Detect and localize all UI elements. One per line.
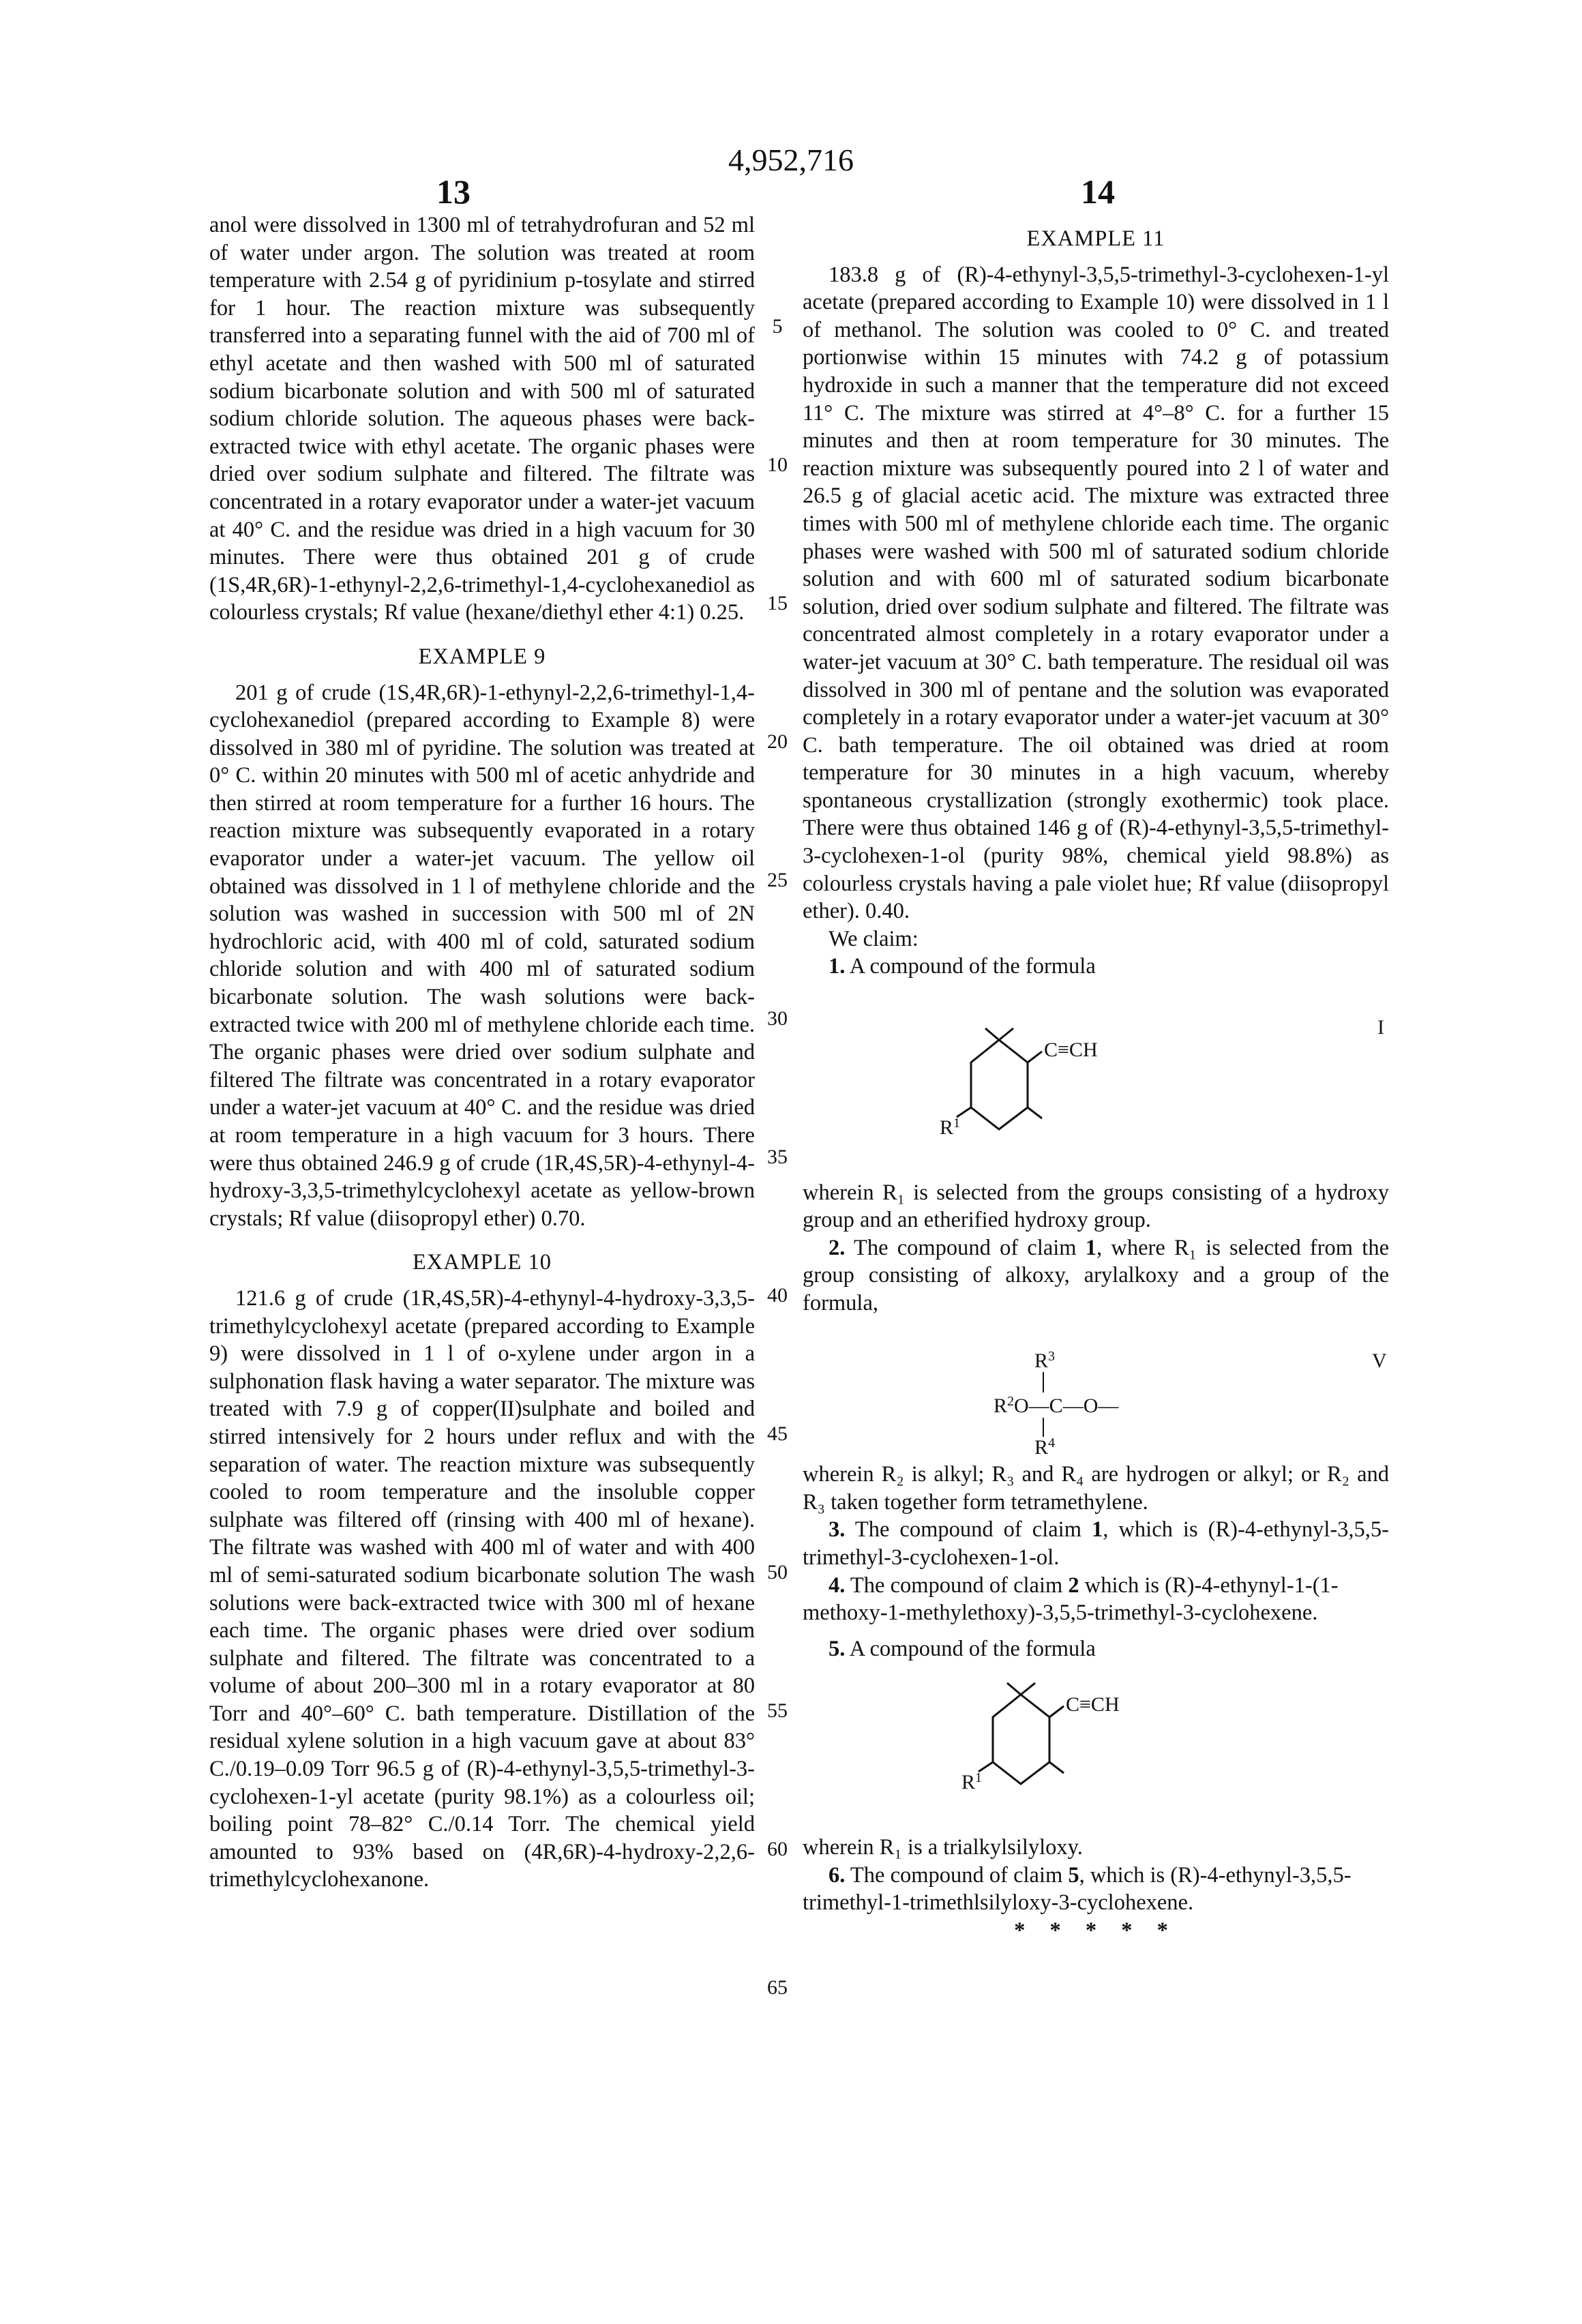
line-number: 60 (762, 1838, 792, 1861)
formula-I-structure (803, 981, 1389, 1172)
paragraph-example-8-end: anol were dissolved in 1300 ml of tetrahydrofuran and 52 ml of water under argon. The solution was treated at room temperature with 2.54 g of pyridinium p-tosylate and stirred for 1 hour. The reaction mixture was subsequently transferred into a separating funnel with the aid of 700 ml of ethyl acetate and then washed with 500 ml of saturated sodium bicarbonate solution and with 500 ml of saturated sodium chloride solution. The aqueous phases were back-extracted twice with ethyl acetate. The organic phases were dried over sodium sulphate and filtered. The filtrate was concentrated in a rotary evaporator under a water-jet vacuum at 40° C. and the residue was dried in a high vacuum for 30 minutes. There were thus obtained 201 g of crude (1S,4R,6R)-1-ethynyl-2,2,6-trimethyl-1,4-cyclohexanediol as colourless crystals; Rf value (hexane/diethyl ether 4:1) 0.25. (209, 211, 755, 627)
line-number: 20 (762, 730, 792, 754)
r2-label: R2O—C—O— (994, 1394, 1119, 1417)
patent-number: 4,952,716 (0, 142, 1582, 178)
line-number: 15 (762, 592, 792, 615)
formula-label-I: I (1377, 1016, 1384, 1039)
ethynyl-bond (1028, 1052, 1042, 1062)
claim-2 (803, 1234, 1389, 1317)
line-number: 40 (762, 1284, 792, 1307)
claim-text: The compound of claim (845, 1573, 1068, 1598)
claim-number: 6. (829, 1863, 845, 1888)
claim-text: , which is (R)-4-ethynyl-3,5,5-trimethyl-1-trimethlsilyloxy-3-cyclohexene. (803, 1863, 1352, 1916)
claim-text: A compound of the formula (845, 1637, 1095, 1661)
formula-V-structure (803, 1317, 1389, 1454)
claim-2-wherein: wherein R₂ is alkyl; R₃ and R₄ are hydrogen or alkyl; or R₂ and R₃ taken together form tetramethylene. (803, 1461, 1389, 1516)
claim-reference: 5 (1068, 1863, 1079, 1888)
claim-number: 4. (829, 1573, 845, 1598)
methyl-bond (1007, 1683, 1021, 1695)
we-claim: We claim: (803, 925, 1389, 953)
claim-reference: 1 (1086, 1236, 1096, 1260)
line-number: 65 (762, 1976, 792, 1999)
paragraph-example-10: 121.6 g of crude (1R,4S,5R)-4-ethynyl-4-hydroxy-3,3,5-trimethylcyclohexyl acetate (prepared according to Example 9) were dissolved in 1 l of o-xylene under argon in a sulphonation flask having a water separator. The mixture was treated with 7.9 g of copper(II)sulphate and boiled and stirred intensively for 2 hours under reflux and with the separation of water. The reaction mixture was subsequently cooled to room temperature and the insoluble copper sulphate was filtered off (rinsing with 400 ml of hexane). The filtrate was washed with 400 ml of water and with 400 ml of semi-saturated sodium bicarbonate solution The wash solutions were back-extracted twice with 300 ml of hexane each time. The organic phases were dried over sodium sulphate and filtered. The filtrate was concentrated to a volume of about 200–300 ml in a rotary evaporator at 80 Torr and 40°–60° C. bath temperature. Distillation of the residual xylene solution in a high vacuum gave at about 83° C./0.19–0.09 Torr 96.5 g of (R)-4-ethynyl-3,5,5-trimethyl-3-cyclohexen-1-yl acetate (purity 98.1%) as a colourless oil; boiling point 78–82° C./0.14 Torr. The chemical yield amounted to 93% based on (4R,6R)-4-hydroxy-2,2,6-trimethylcyclohexanone. (209, 1285, 755, 1894)
methyl-bond (1028, 1107, 1042, 1118)
claim-1 (803, 953, 1389, 981)
paragraph-example-11: 183.8 g of (R)-4-ethynyl-3,5,5-trimethyl-3-cyclohexen-1-yl acetate (prepared according to Example 10) were dissolved in 1 l of methanol. The solution was cooled to 0° C. and treated portionwise within 15 minutes with 74.2 g of potassium hydroxide in such a manner that the temperature did not exceed 11° C. The mixture was stirred at 4°–8° C. for a further 15 minutes and then at room temperature for 30 minutes. The reaction mixture was subsequently poured into 2 l of water and 26.5 g of glacial acetic acid. The mixture was extracted three times with 500 ml of methylene chloride each time. The organic phases were washed with 500 ml of saturated sodium chloride solution and with 600 ml of saturated sodium bicarbonate solution, dried over sodium sulphate and filtered. The filtrate was concentrated almost completely in a rotary evaporator under a water-jet vacuum at 30° C. bath temperature. The residual oil was dissolved in 300 ml of pentane and the solution was evaporated completely in a rotary evaporator under a water-jet vacuum at 30° C. bath temperature. The oil obtained was dried at room temperature for 30 minutes in a high vacuum, whereby spontaneous crystallization (strongly exothermic) took place. There were thus obtained 146 g of (R)-4-ethynyl-3,5,5-trimethyl-3-cyclohexen-1-ol (purity 98%, chemical yield 98.8%) as colourless crystals having a pale violet hue; Rf value (diisopropyl ether). 0.40. (803, 261, 1389, 925)
claim-reference: 1 (1092, 1517, 1103, 1542)
heading-example-10: EXAMPLE 10 (209, 1249, 755, 1277)
right-page-number: 14 (1081, 172, 1115, 211)
claim-text: which is (R)-4-ethynyl-1-(1-methoxy-1-methylethoxy)-3,5,5-trimethyl-3-cyclohexene. (803, 1573, 1339, 1626)
claim-1-wherein: wherein R₁ is selected from the groups consisting of a hydroxy group and an etherified hydroxy group. (803, 1179, 1389, 1234)
heading-example-11: EXAMPLE 11 (803, 225, 1389, 253)
claim-3 (803, 1516, 1389, 1571)
claim-5 (803, 1635, 1389, 1663)
claim-text: The compound of claim (845, 1236, 1085, 1260)
left-column (209, 211, 755, 1894)
line-number: 10 (762, 453, 792, 477)
claim-number: 1. (829, 954, 845, 979)
end-marker: * * * * * (803, 1917, 1389, 1945)
methyl-bond (985, 1028, 999, 1040)
line-number: 5 (762, 315, 792, 338)
claim-number: 2. (829, 1236, 845, 1260)
claim-text: , which is (R)-4-ethynyl-3,5,5-trimethyl-3-cyclohexen-1-ol. (803, 1517, 1389, 1570)
formula-label-V: V (1372, 1350, 1387, 1372)
right-column (803, 225, 1389, 1944)
claim-4 (803, 1572, 1389, 1627)
formula-claim-5-structure (803, 1663, 1389, 1826)
cyclohexane-ring (971, 1040, 1028, 1129)
claim-text: The compound of claim (845, 1517, 1092, 1542)
line-number: 25 (762, 869, 792, 892)
claim-text: The compound of claim (845, 1863, 1068, 1888)
ethyne-label: C≡CH (1044, 1039, 1098, 1061)
claim-6 (803, 1862, 1389, 1917)
line-number: 35 (762, 1146, 792, 1169)
claim-5-wherein: wherein R₁ is a trialkylsilyloxy. (803, 1834, 1389, 1862)
claim-reference: 2 (1068, 1573, 1079, 1598)
methyl-bond (999, 1028, 1013, 1040)
r1-label: R1 (940, 1116, 960, 1139)
line-number: 55 (762, 1699, 792, 1723)
methyl-bond (1049, 1762, 1064, 1773)
claim-text: A compound of the formula (845, 954, 1095, 979)
line-number: 30 (762, 1007, 792, 1030)
ethynyl-bond (1049, 1706, 1064, 1717)
cyclohexane-ring (993, 1695, 1049, 1784)
line-number: 50 (762, 1561, 792, 1584)
claim-number: 3. (829, 1517, 845, 1542)
ethyne-label: C≡CH (1066, 1693, 1120, 1716)
paragraph-example-9: 201 g of crude (1S,4R,6R)-1-ethynyl-2,2,6-trimethyl-1,4-cyclohexanediol (prepared according to Example 8) were dissolved in 380 ml of pyridine. The solution was treated at 0° C. within 20 minutes with 500 ml of acetic anhydride and then stirred at room temperature for a further 16 hours. The reaction mixture was subsequently evaporated in a rotary evaporator under a water-jet vacuum. The yellow oil obtained was dissolved in 1 l of methylene chloride and the solution was washed in succession with 500 ml of 2N hydrochloric acid, with 400 ml of cold, saturated sodium chloride solution and with 400 ml of saturated sodium bicarbonate solution. The wash solutions were back-extracted twice with 200 ml of methylene chloride each time. The organic phases were dried over sodium sulphate and filtered The filtrate was concentrated in a rotary evaporator under a water-jet vacuum at 40° C. and the residue was dried at room temperature in a high vacuum for 3 hours. There were thus obtained 246.9 g of crude (1R,4S,5R)-4-ethynyl-4-hydroxy-3,3,5-trimethylcyclohexyl acetate as yellow-brown crystals; Rf value (diisopropyl ether) 0.70. (209, 679, 755, 1233)
r4-label: R4 (1034, 1435, 1055, 1454)
heading-example-9: EXAMPLE 9 (209, 643, 755, 671)
claim-number: 5. (829, 1637, 845, 1661)
claim-text: , where R₁ is selected from the group consisting of alkoxy, arylalkoxy and a group of the formula, (803, 1236, 1389, 1315)
methyl-bond (1021, 1683, 1035, 1695)
line-number: 45 (762, 1422, 792, 1446)
r1-label: R1 (961, 1770, 982, 1793)
left-page-number: 13 (436, 172, 471, 211)
r3-label: R3 (1034, 1349, 1055, 1372)
